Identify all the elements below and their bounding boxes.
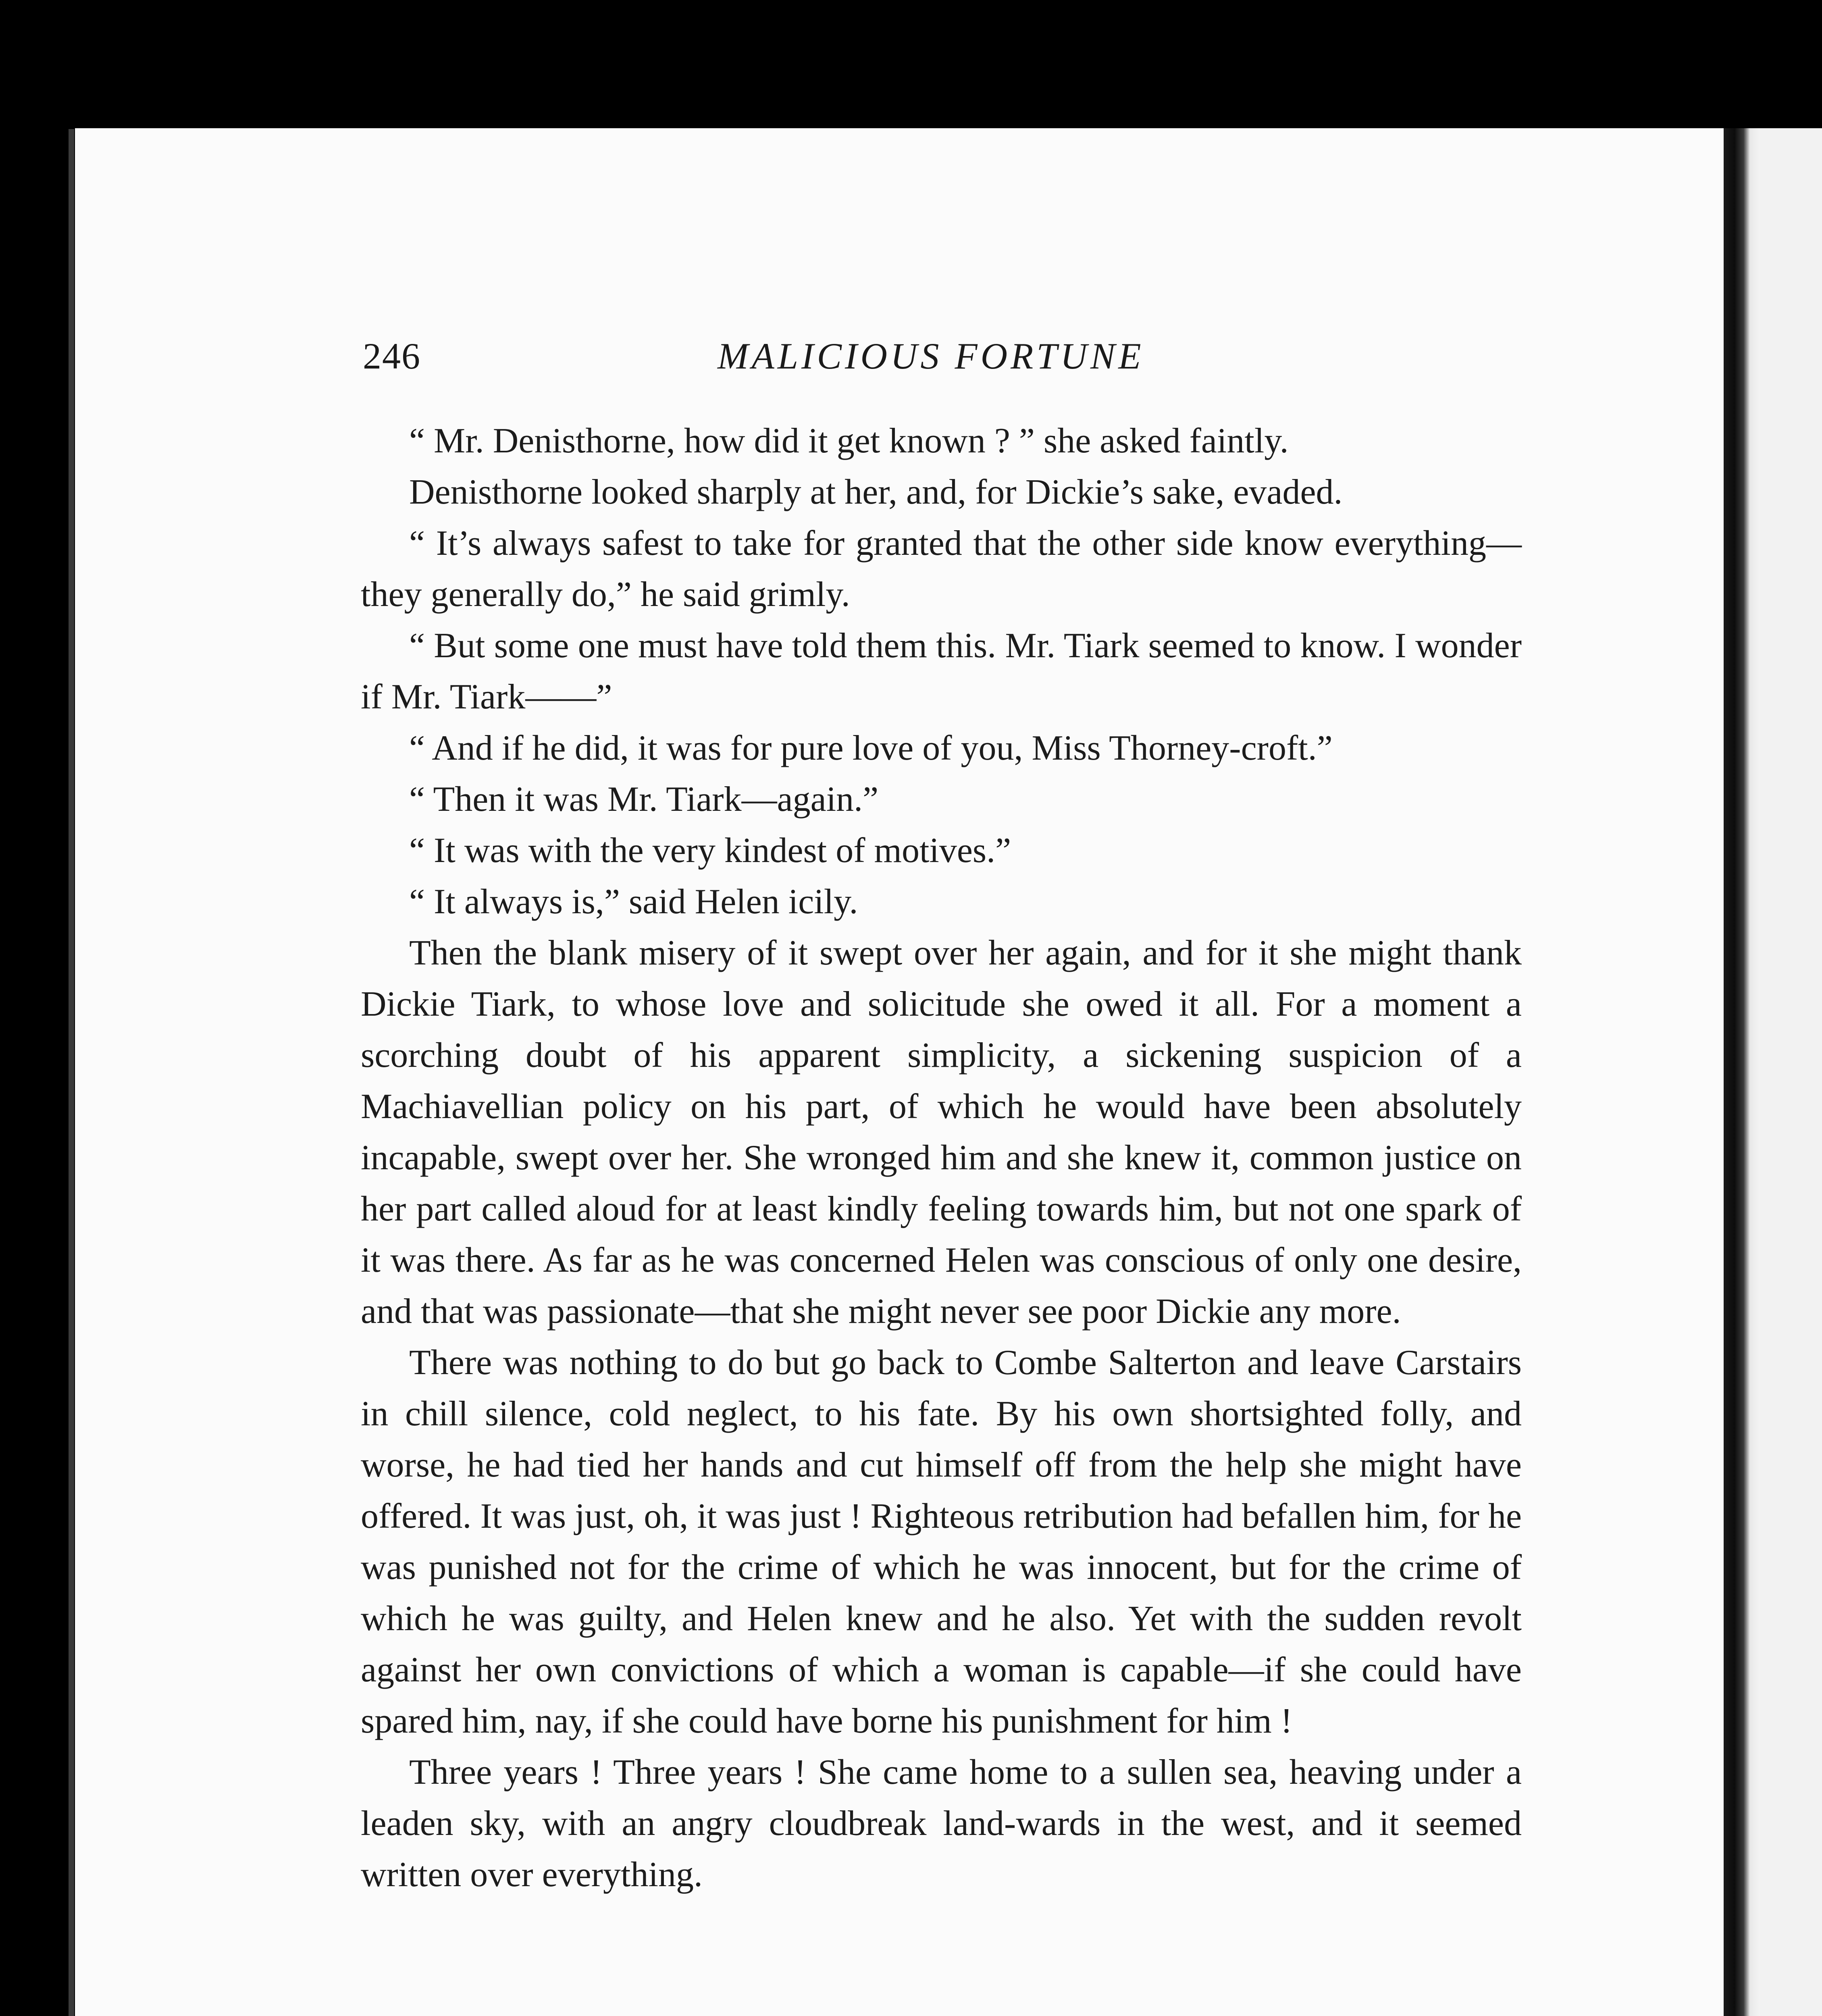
paragraph: “ It was with the very kindest of motives.” xyxy=(409,831,1011,870)
paragraph: “ But some one must have told them this. Mr. Tiark seemed to know. I wonder if Mr. Tiark——” xyxy=(361,626,1522,716)
left-edge-line xyxy=(69,129,74,2016)
paragraph: Denisthorne looked sharply at her, and, for Dickie’s sake, evaded. xyxy=(409,473,1343,512)
body-text xyxy=(361,415,1522,1900)
paragraph: There was nothing to do but go back to Combe Salterton and leave Carstairs in chill silence, cold neglect, to his fate. By his own shortsighted folly, and worse, he had tied her hands and cut himself off from the help she might have offered. It was just, oh, it was just ! Righteous retribution had befallen him, for he was punished not for the crime of which he was innocent, but for the crime of which he was guilty, and Helen knew and he also. Yet with the sudden revolt against her own convictions of which a woman is capable—if she could have spared him, nay, if she could have borne his punishment for him ! xyxy=(361,1343,1522,1741)
paragraph: “ It always is,” said Helen icily. xyxy=(409,882,858,921)
paragraph: Three years ! Three years ! She came home to a sullen sea, heaving under a leaden sky, with an angry cloudbreak land-wards in the west, and it seemed written over everything. xyxy=(361,1753,1522,1894)
paragraph: Then the blank misery of it swept over her again, and for it she might thank Dickie Tiark, to whose love and solicitude she owed it all. For a moment a scorching doubt of his apparent simplicity, a sickening suspicion of a Machiavellian policy on his part, of which he would have been absolutely incapable, swept over her. She wronged him and she knew it, common justice on her part called aloud for at least kindly feeling towards him, but not one spark of it was there. As far as he was concerned Helen was conscious of only one desire, and that was passionate—that she might never see poor Dickie any more. xyxy=(361,933,1522,1331)
page-number: 246 xyxy=(363,335,421,377)
paragraph: “ It’s always safest to take for granted that the other side know everything—they generally do,” he said grimly. xyxy=(361,524,1522,614)
paragraph: “ Then it was Mr. Tiark—again.” xyxy=(409,780,879,819)
page-gutter-shadow xyxy=(1724,128,1760,2016)
paragraph: “ Mr. Denisthorne, how did it get known ? ” she asked faintly. xyxy=(409,421,1289,460)
running-title: MALICIOUS FORTUNE xyxy=(718,335,1144,377)
paragraph: “ And if he did, it was for pure love of you, Miss Thorney-croft.” xyxy=(409,729,1333,768)
page-header xyxy=(363,335,1568,379)
next-page-edge xyxy=(1760,128,1822,2016)
